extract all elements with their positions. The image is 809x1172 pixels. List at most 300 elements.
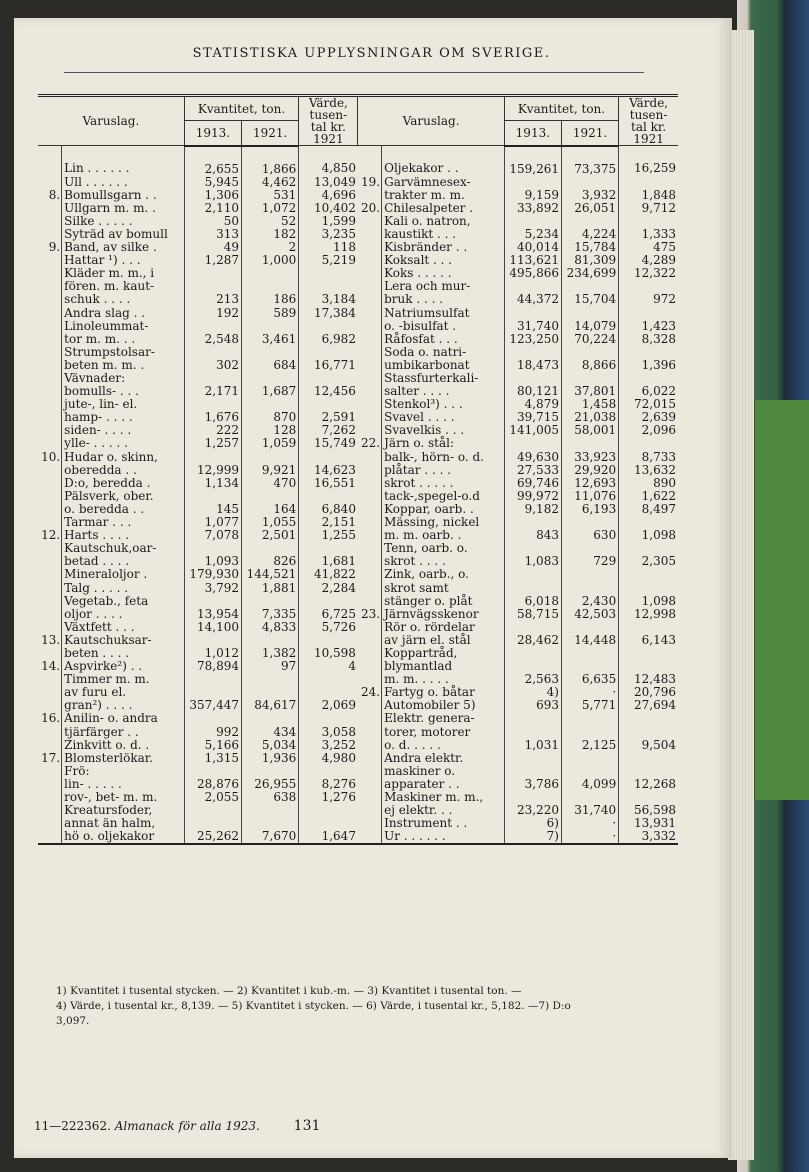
qty-1913-right: 31,740: [504, 320, 561, 333]
qty-1913-right: 3,786: [504, 778, 561, 791]
value-1921-right: 890: [619, 477, 678, 490]
value-1921-left: 1,276: [299, 791, 358, 804]
qty-1913-right: 69,746: [504, 477, 561, 490]
row-index-right: 20.: [361, 200, 381, 215]
qty-1913-right: 7): [504, 830, 561, 844]
row-index-left: [38, 568, 62, 581]
qty-1921-left: 870: [242, 411, 299, 424]
item-name-left: Ullgarn m. m. .: [62, 202, 185, 215]
row-index-right: [358, 647, 382, 660]
qty-1921-right: [561, 752, 618, 765]
qty-1913-left: [184, 267, 241, 280]
row-index-left: 17.: [41, 750, 61, 765]
table-row: [38, 621, 678, 634]
table-row: [38, 542, 678, 555]
qty-1913-right: [504, 582, 561, 595]
value-1921-right: 4,289: [619, 254, 678, 267]
qty-1921-right: 73,375: [561, 146, 618, 176]
row-index-left: [38, 778, 62, 791]
item-name-left: Kautschuk,oar-: [62, 542, 185, 555]
qty-1913-right: 39,715: [504, 411, 561, 424]
row-index-right: [358, 267, 382, 280]
qty-1913-left: 1,315: [184, 752, 241, 765]
row-index-left: [38, 542, 62, 555]
item-name-left: rov-, bet- m. m.: [62, 791, 185, 804]
qty-1913-left: 14,100: [184, 621, 241, 634]
qty-1921-left: 1,000: [242, 254, 299, 267]
qty-1913-left: [184, 634, 241, 647]
row-index-left: [38, 346, 62, 359]
item-name-left: ylle- . . . . .: [62, 437, 185, 450]
item-name-right: Zink, oarb., o.: [382, 568, 505, 581]
value-1921-right: 12,322: [619, 267, 678, 280]
item-name-left: Kautschuksar-: [62, 634, 185, 647]
row-index-left: [38, 464, 62, 477]
header-varde-right: Värde, tusen- tal kr. 1921: [619, 96, 678, 146]
value-1921-left: [299, 634, 358, 647]
qty-1913-left: 5,166: [184, 739, 241, 752]
qty-1921-left: 52: [242, 215, 299, 228]
qty-1913-right: 44,372: [504, 293, 561, 306]
row-index-right: [358, 385, 382, 398]
table-row: [38, 320, 678, 333]
value-1921-left: 6,840: [299, 503, 358, 516]
qty-1913-right: [504, 215, 561, 228]
value-1921-right: 2,096: [619, 424, 678, 437]
qty-1913-left: 7,078: [184, 529, 241, 542]
qty-1913-left: [184, 346, 241, 359]
row-index-left: [38, 320, 62, 333]
table-row: [38, 189, 678, 202]
item-name-left: Band, av silke .: [62, 241, 185, 254]
qty-1913-right: 843: [504, 529, 561, 542]
qty-1921-right: 14,448: [561, 634, 618, 647]
qty-1913-left: 1,257: [184, 437, 241, 450]
value-1921-right: 72,015: [619, 398, 678, 411]
item-name-right: Ur . . . . . .: [382, 830, 505, 844]
item-name-right: Andra elektr.: [382, 752, 505, 765]
item-name-left: Linoleummat-: [62, 320, 185, 333]
footnotes: [56, 984, 686, 1029]
table-row: [38, 503, 678, 516]
qty-1921-left: 128: [242, 424, 299, 437]
value-1921-right: 8,733: [619, 451, 678, 464]
value-1921-right: 1,423: [619, 320, 678, 333]
item-name-left: Tarmar . . .: [62, 516, 185, 529]
value-1921-right: 27,694: [619, 699, 678, 712]
value-1921-left: [299, 267, 358, 280]
qty-1913-left: [184, 320, 241, 333]
row-index-left: [38, 555, 62, 568]
row-index-left: 12.: [41, 528, 61, 543]
item-name-left: betad . . . .: [62, 555, 185, 568]
value-1921-left: 3,058: [299, 726, 358, 739]
value-1921-right: [619, 437, 678, 450]
item-name-right: salter . . . .: [382, 385, 505, 398]
row-index-left: [38, 726, 62, 739]
item-name-right: Natriumsulfat: [382, 307, 505, 320]
qty-1913-left: [184, 765, 241, 778]
item-name-right: av järn el. stål: [382, 634, 505, 647]
qty-1921-left: 638: [242, 791, 299, 804]
item-name-left: tjärfärger . .: [62, 726, 185, 739]
row-index-right: [358, 254, 382, 267]
value-1921-right: [619, 752, 678, 765]
qty-1921-right: 14,079: [561, 320, 618, 333]
qty-1913-left: 1,134: [184, 477, 241, 490]
value-1921-left: 1,599: [299, 215, 358, 228]
item-name-left: Strumpstolsar-: [62, 346, 185, 359]
qty-1913-right: [504, 568, 561, 581]
qty-1921-left: 1,059: [242, 437, 299, 450]
row-index-right: [358, 359, 382, 372]
qty-1921-left: 531: [242, 189, 299, 202]
qty-1921-left: 434: [242, 726, 299, 739]
item-name-right: m. m. . . . .: [382, 673, 505, 686]
qty-1913-left: [184, 490, 241, 503]
qty-1921-left: 7,335: [242, 608, 299, 621]
almanac-title: Almanack för alla 1923.: [114, 1119, 260, 1133]
value-1921-right: 1,396: [619, 359, 678, 372]
table-row: [38, 346, 678, 359]
qty-1921-left: [242, 267, 299, 280]
row-index-left: [38, 411, 62, 424]
row-index-right: [358, 542, 382, 555]
value-1921-left: 10,402: [299, 202, 358, 215]
qty-1913-left: 1,676: [184, 411, 241, 424]
item-name-right: skrot samt: [382, 582, 505, 595]
value-1921-right: 9,504: [619, 739, 678, 752]
table-row: [38, 673, 678, 686]
qty-1921-left: 1,382: [242, 647, 299, 660]
print-code: 11—222362.: [34, 1119, 111, 1133]
item-name-left: Aspvirke²) . .: [62, 660, 185, 673]
qty-1913-right: 693: [504, 699, 561, 712]
qty-1921-right: [561, 215, 618, 228]
row-index-left: [38, 293, 62, 306]
value-1921-left: 14,623: [299, 464, 358, 477]
qty-1913-left: [184, 804, 241, 817]
value-1921-right: 2,639: [619, 411, 678, 424]
row-index-left: [38, 307, 62, 320]
value-1921-left: 17,384: [299, 307, 358, 320]
item-name-left: Harts . . . .: [62, 529, 185, 542]
qty-1921-left: 97: [242, 660, 299, 673]
qty-1921-right: 12,693: [561, 477, 618, 490]
qty-1921-right: [561, 176, 618, 189]
value-1921-right: 56,598: [619, 804, 678, 817]
row-index-right: 22.: [361, 436, 381, 451]
qty-1913-left: 1,012: [184, 647, 241, 660]
row-index-left: [38, 503, 62, 516]
qty-1913-left: [184, 451, 241, 464]
value-1921-right: [619, 176, 678, 189]
qty-1913-left: [184, 595, 241, 608]
item-name-left: Talg . . . . .: [62, 582, 185, 595]
qty-1913-left: 213: [184, 293, 241, 306]
row-index-left: [38, 830, 62, 844]
item-name-right: umbikarbonat: [382, 359, 505, 372]
item-name-right: Stenkol³) . . .: [382, 398, 505, 411]
row-index-right: [358, 503, 382, 516]
value-1921-left: 5,219: [299, 254, 358, 267]
value-1921-right: 972: [619, 293, 678, 306]
qty-1913-right: 495,866: [504, 267, 561, 280]
qty-1921-right: 4,224: [561, 228, 618, 241]
qty-1921-right: ·: [561, 830, 618, 844]
item-name-right: kaustikt . . .: [382, 228, 505, 241]
row-index-right: [358, 464, 382, 477]
qty-1913-right: [504, 307, 561, 320]
qty-1921-right: ·: [561, 686, 618, 699]
value-1921-right: [619, 765, 678, 778]
item-name-left: siden- . . . .: [62, 424, 185, 437]
value-1921-right: 3,332: [619, 830, 678, 844]
table-row: [38, 712, 678, 725]
row-index-right: [358, 752, 382, 765]
qty-1921-left: 2,501: [242, 529, 299, 542]
qty-1921-left: [242, 346, 299, 359]
item-name-right: stänger o. plåt: [382, 595, 505, 608]
qty-1921-left: [242, 595, 299, 608]
item-name-left: Hudar o. skinn,: [62, 451, 185, 464]
row-index-right: [358, 372, 382, 385]
row-index-right: [358, 817, 382, 830]
value-1921-left: [299, 451, 358, 464]
qty-1921-left: 1,866: [242, 146, 299, 176]
qty-1913-left: 13,954: [184, 608, 241, 621]
qty-1913-right: [504, 621, 561, 634]
value-1921-left: 7,262: [299, 424, 358, 437]
qty-1921-left: 1,072: [242, 202, 299, 215]
table-row: [38, 293, 678, 306]
row-index-left: [38, 280, 62, 293]
footnote-line: 1) Kvantitet i tusental stycken. — 2) Kvantitet i kub.-m. — 3) Kvantitet i tusental ton. —: [56, 985, 522, 997]
item-name-left: av furu el.: [62, 686, 185, 699]
item-name-right: tack-,spegel-o.d: [382, 490, 505, 503]
qty-1913-right: 27,533: [504, 464, 561, 477]
row-index-right: [358, 490, 382, 503]
qty-1921-left: 9,921: [242, 464, 299, 477]
value-1921-right: [619, 307, 678, 320]
qty-1921-right: [561, 346, 618, 359]
value-1921-right: 13,931: [619, 817, 678, 830]
qty-1921-left: 26,955: [242, 778, 299, 791]
qty-1921-right: 234,699: [561, 267, 618, 280]
item-name-left: Kreatursfoder,: [62, 804, 185, 817]
item-name-left: Andra slag . .: [62, 307, 185, 320]
qty-1913-right: 113,621: [504, 254, 561, 267]
qty-1921-left: 2: [242, 241, 299, 254]
item-name-left: Växtfett . . .: [62, 621, 185, 634]
row-index-right: [358, 189, 382, 202]
qty-1913-right: 49,630: [504, 451, 561, 464]
item-name-right: apparater . .: [382, 778, 505, 791]
green-bookmark-tab: [753, 400, 809, 800]
row-index-left: [38, 202, 62, 215]
value-1921-left: [299, 595, 358, 608]
item-name-left: jute-, lin- el.: [62, 398, 185, 411]
value-1921-left: 15,749: [299, 437, 358, 450]
qty-1921-right: [561, 582, 618, 595]
qty-1921-left: 3,461: [242, 333, 299, 346]
qty-1913-left: 357,447: [184, 699, 241, 712]
table-body: [38, 146, 678, 845]
item-name-right: Elektr. genera-: [382, 712, 505, 725]
value-1921-left: 16,771: [299, 359, 358, 372]
value-1921-right: 12,268: [619, 778, 678, 791]
qty-1921-left: [242, 673, 299, 686]
item-name-right: Oljekakor . .: [382, 146, 505, 176]
value-1921-right: 1,098: [619, 529, 678, 542]
qty-1921-right: [561, 647, 618, 660]
qty-1921-left: [242, 712, 299, 725]
item-name-right: skrot . . . . .: [382, 477, 505, 490]
row-index-left: [38, 146, 62, 176]
qty-1913-left: 2,055: [184, 791, 241, 804]
table-row: [38, 582, 678, 595]
row-index-left: [38, 477, 62, 490]
value-1921-left: [299, 712, 358, 725]
item-name-left: fören. m. kaut-: [62, 280, 185, 293]
qty-1921-left: 684: [242, 359, 299, 372]
table-row: [38, 568, 678, 581]
qty-1913-left: 2,655: [184, 146, 241, 176]
value-1921-left: 6,725: [299, 608, 358, 621]
qty-1921-right: 26,051: [561, 202, 618, 215]
qty-1913-right: 33,892: [504, 202, 561, 215]
row-index-right: [358, 307, 382, 320]
item-name-right: Svavel . . . .: [382, 411, 505, 424]
item-name-right: m. m. oarb. .: [382, 529, 505, 542]
value-1921-left: 2,069: [299, 699, 358, 712]
page-number: 131: [293, 1118, 321, 1134]
row-index-right: [358, 699, 382, 712]
item-name-left: oberedda . .: [62, 464, 185, 477]
item-name-right: Maskiner m. m.,: [382, 791, 505, 804]
row-index-left: [38, 673, 62, 686]
item-name-right: Kisbränder . .: [382, 241, 505, 254]
qty-1913-right: 159,261: [504, 146, 561, 176]
qty-1913-left: 25,262: [184, 830, 241, 844]
table-row: [38, 477, 678, 490]
row-index-right: [358, 712, 382, 725]
qty-1921-left: [242, 490, 299, 503]
table-row: [38, 333, 678, 346]
item-name-right: Garvämnesex-: [382, 176, 505, 189]
value-1921-left: 4: [299, 660, 358, 673]
value-1921-left: 8,276: [299, 778, 358, 791]
qty-1913-left: 302: [184, 359, 241, 372]
value-1921-left: 3,184: [299, 293, 358, 306]
qty-1921-left: 7,670: [242, 830, 299, 844]
row-index-left: [38, 176, 62, 189]
qty-1913-right: [504, 726, 561, 739]
table-row: [38, 608, 678, 621]
item-name-right: Koksalt . . .: [382, 254, 505, 267]
qty-1921-left: [242, 634, 299, 647]
qty-1921-right: ·: [561, 817, 618, 830]
row-index-right: [358, 660, 382, 673]
qty-1913-left: 2,110: [184, 202, 241, 215]
qty-1913-left: 2,548: [184, 333, 241, 346]
header-kvantitet-left: Kvantitet, ton.: [184, 96, 298, 121]
row-index-right: [358, 804, 382, 817]
qty-1921-left: 186: [242, 293, 299, 306]
item-name-right: Instrument . .: [382, 817, 505, 830]
item-name-right: maskiner o.: [382, 765, 505, 778]
footnote-line: 4) Värde, i tusental kr., 8,139. — 5) Kvantitet i stycken. — 6) Värde, i tusental kr., 5,182. —7) D:o: [56, 1000, 571, 1012]
qty-1913-right: [504, 647, 561, 660]
row-index-left: 14.: [41, 659, 61, 674]
row-index-left: [38, 595, 62, 608]
item-name-right: skrot . . . .: [382, 555, 505, 568]
item-name-right: Koppar, oarb. .: [382, 503, 505, 516]
row-index-left: [38, 372, 62, 385]
item-name-left: schuk . . . .: [62, 293, 185, 306]
item-name-right: Koppartråd,: [382, 647, 505, 660]
item-name-right: o. d. . . . .: [382, 739, 505, 752]
item-name-right: Mässing, nickel: [382, 516, 505, 529]
row-index-left: [38, 398, 62, 411]
row-index-right: [358, 280, 382, 293]
item-name-right: balk-, hörn- o. d.: [382, 451, 505, 464]
qty-1913-left: 1,077: [184, 516, 241, 529]
value-1921-right: 12,483: [619, 673, 678, 686]
value-1921-left: [299, 346, 358, 359]
qty-1913-left: 12,999: [184, 464, 241, 477]
value-1921-left: 3,252: [299, 739, 358, 752]
qty-1921-left: 4,833: [242, 621, 299, 634]
item-name-left: Pälsverk, ober.: [62, 490, 185, 503]
qty-1921-right: 630: [561, 529, 618, 542]
value-1921-right: 8,497: [619, 503, 678, 516]
value-1921-left: [299, 804, 358, 817]
value-1921-right: [619, 712, 678, 725]
value-1921-right: 1,333: [619, 228, 678, 241]
value-1921-right: 8,328: [619, 333, 678, 346]
header-1913-right: 1913.: [504, 121, 561, 146]
qty-1921-right: 4,099: [561, 778, 618, 791]
value-1921-right: 16,259: [619, 146, 678, 176]
value-1921-right: 6,143: [619, 634, 678, 647]
row-index-left: [38, 267, 62, 280]
qty-1913-right: [504, 437, 561, 450]
item-name-left: tor m. m. . .: [62, 333, 185, 346]
qty-1921-right: 1,458: [561, 398, 618, 411]
table-row: [38, 176, 678, 189]
item-name-right: trakter m. m.: [382, 189, 505, 202]
value-1921-left: 5,726: [299, 621, 358, 634]
item-name-left: annat än halm,: [62, 817, 185, 830]
qty-1913-right: [504, 712, 561, 725]
value-1921-right: 475: [619, 241, 678, 254]
row-index-left: [38, 359, 62, 372]
table-row: [38, 830, 678, 844]
table-row: [38, 765, 678, 778]
value-1921-left: 10,598: [299, 647, 358, 660]
row-index-right: [358, 411, 382, 424]
item-name-right: bruk . . . .: [382, 293, 505, 306]
item-name-left: beten . . . .: [62, 647, 185, 660]
qty-1921-left: 1,936: [242, 752, 299, 765]
row-index-left: [38, 608, 62, 621]
item-name-right: Soda o. natri-: [382, 346, 505, 359]
qty-1913-right: 23,220: [504, 804, 561, 817]
item-name-left: Frö:: [62, 765, 185, 778]
qty-1913-right: [504, 176, 561, 189]
value-1921-right: 13,632: [619, 464, 678, 477]
